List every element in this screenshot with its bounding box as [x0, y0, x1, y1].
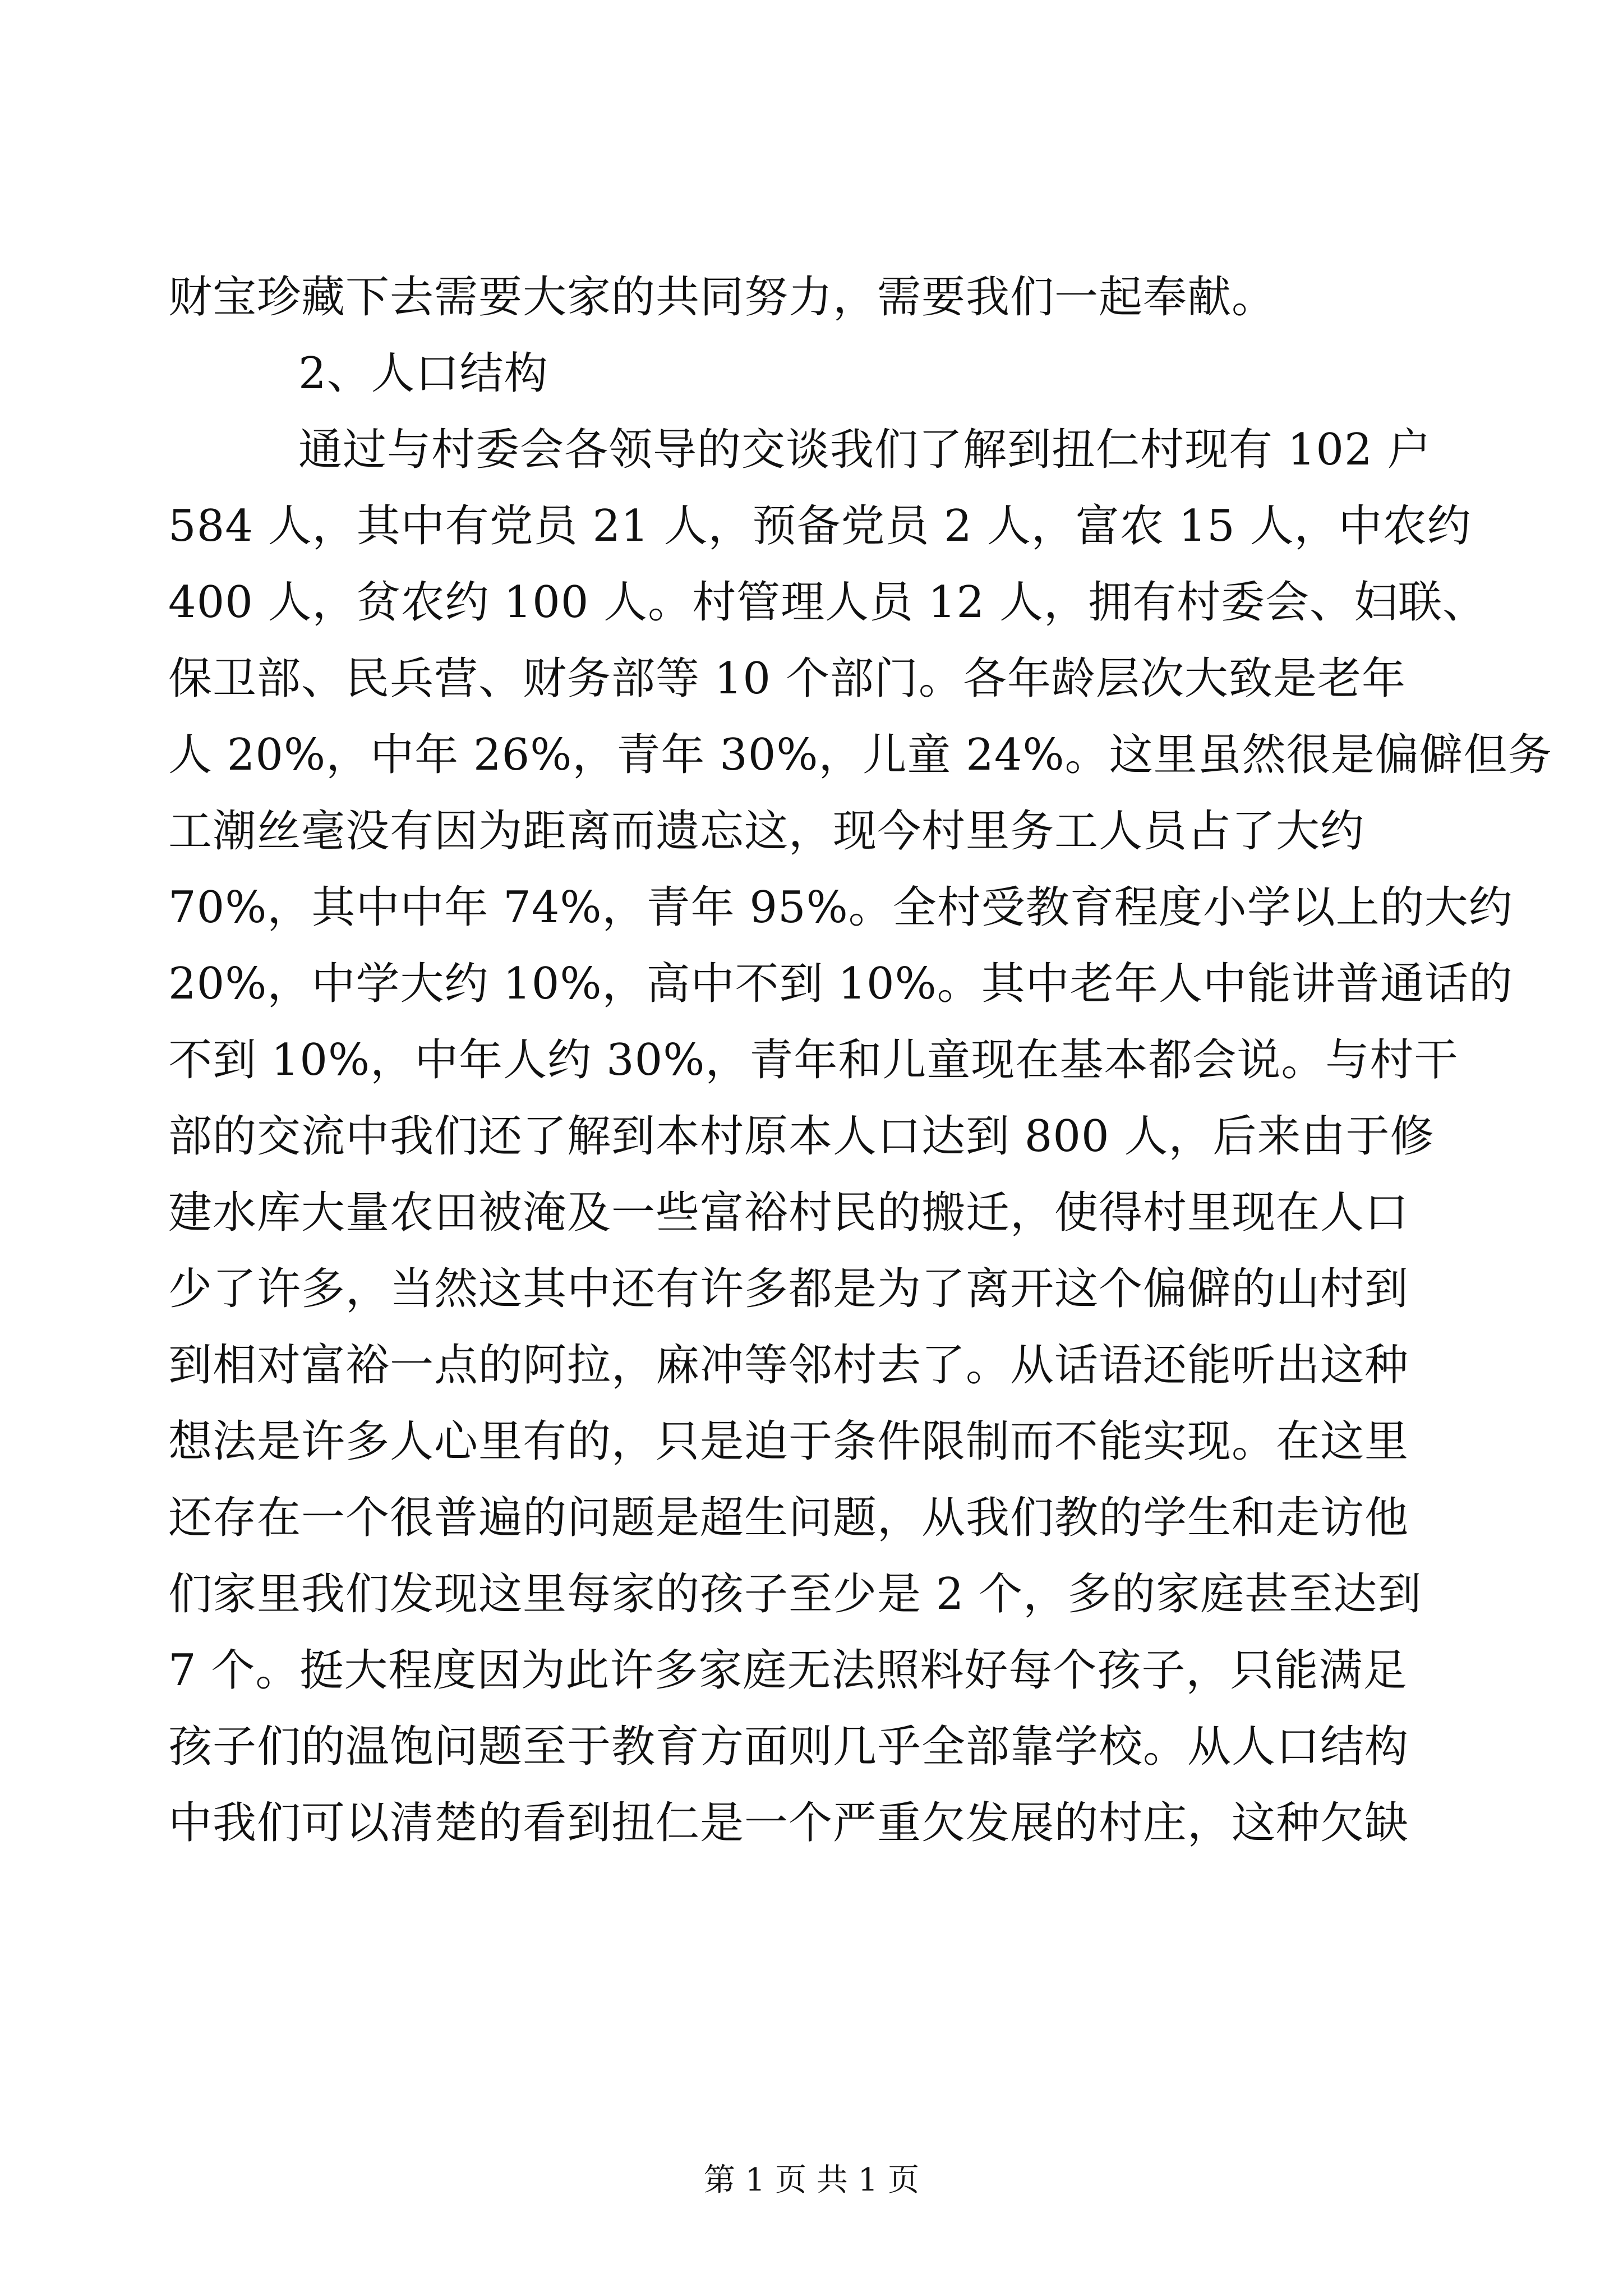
text-line: 584 人，其中有党员 21 人，预备党员 2 人，富农 15 人，中农约 — [168, 501, 1472, 551]
text-line: 中我们可以清楚的看到扭仁是一个严重欠发展的村庄，这种欠缺 — [168, 1798, 1409, 1848]
text-line: 想法是许多人心里有的，只是迫于条件限制而不能实现。在这里 — [168, 1416, 1409, 1467]
text-line: 不到 10%，中年人约 30%，青年和儿童现在基本都会说。与村干 — [168, 1035, 1459, 1085]
text-line: 保卫部、民兵营、财务部等 10 个部门。各年龄层次大致是老年 — [168, 654, 1406, 704]
text-line: 建水库大量农田被淹及一些富裕村民的搬迁，使得村里现在人口 — [168, 1188, 1409, 1238]
page-footer — [0, 2161, 1623, 2200]
paragraph-first-line: 通过与村委会各领导的交谈我们了解到扭仁村现有 102 户 — [298, 425, 1432, 475]
text-line: 20%，中学大约 10%，高中不到 10%。其中老年人中能讲普通话的 — [168, 959, 1513, 1009]
section-heading: 2、人口结构 — [298, 348, 548, 399]
text-line: 7 个。挺大程度因为此许多家庭无法照料好每个孩子，只能满足 — [168, 1645, 1408, 1696]
text-line: 到相对富裕一点的阿拉，麻冲等邻村去了。从话语还能听出这种 — [168, 1340, 1409, 1391]
text-line: 工潮丝毫没有因为距离而遗忘这，现今村里务工人员占了大约 — [168, 806, 1365, 857]
text-line: 孩子们的温饱问题至于教育方面则几乎全部靠学校。从人口结构 — [168, 1722, 1409, 1772]
text-line: 人 20%，中年 26%，青年 30%，儿童 24%。这里虽然很是偏僻但务 — [168, 730, 1552, 780]
text-line: 少了许多，当然这其中还有许多都是为了离开这个偏僻的山村到 — [168, 1264, 1409, 1314]
text-line: 部的交流中我们还了解到本村原本人口达到 800 人，后来由于修 — [168, 1111, 1435, 1162]
document-body — [168, 259, 1552, 1861]
text-line: 财宝珍藏下去需要大家的共同努力，需要我们一起奉献。 — [168, 272, 1276, 323]
page-number-label: 第 1 页 共 1 页 — [703, 2162, 920, 2198]
text-line: 们家里我们发现这里每家的孩子至少是 2 个，多的家庭甚至达到 — [168, 1569, 1422, 1619]
text-line: 还存在一个很普遍的问题是超生问题，从我们教的学生和走访他 — [168, 1493, 1409, 1543]
text-line: 400 人，贫农约 100 人。村管理人员 12 人，拥有村委会、妇联、 — [168, 577, 1487, 628]
text-line: 70%，其中中年 74%，青年 95%。全村受教育程度小学以上的大约 — [168, 882, 1513, 933]
